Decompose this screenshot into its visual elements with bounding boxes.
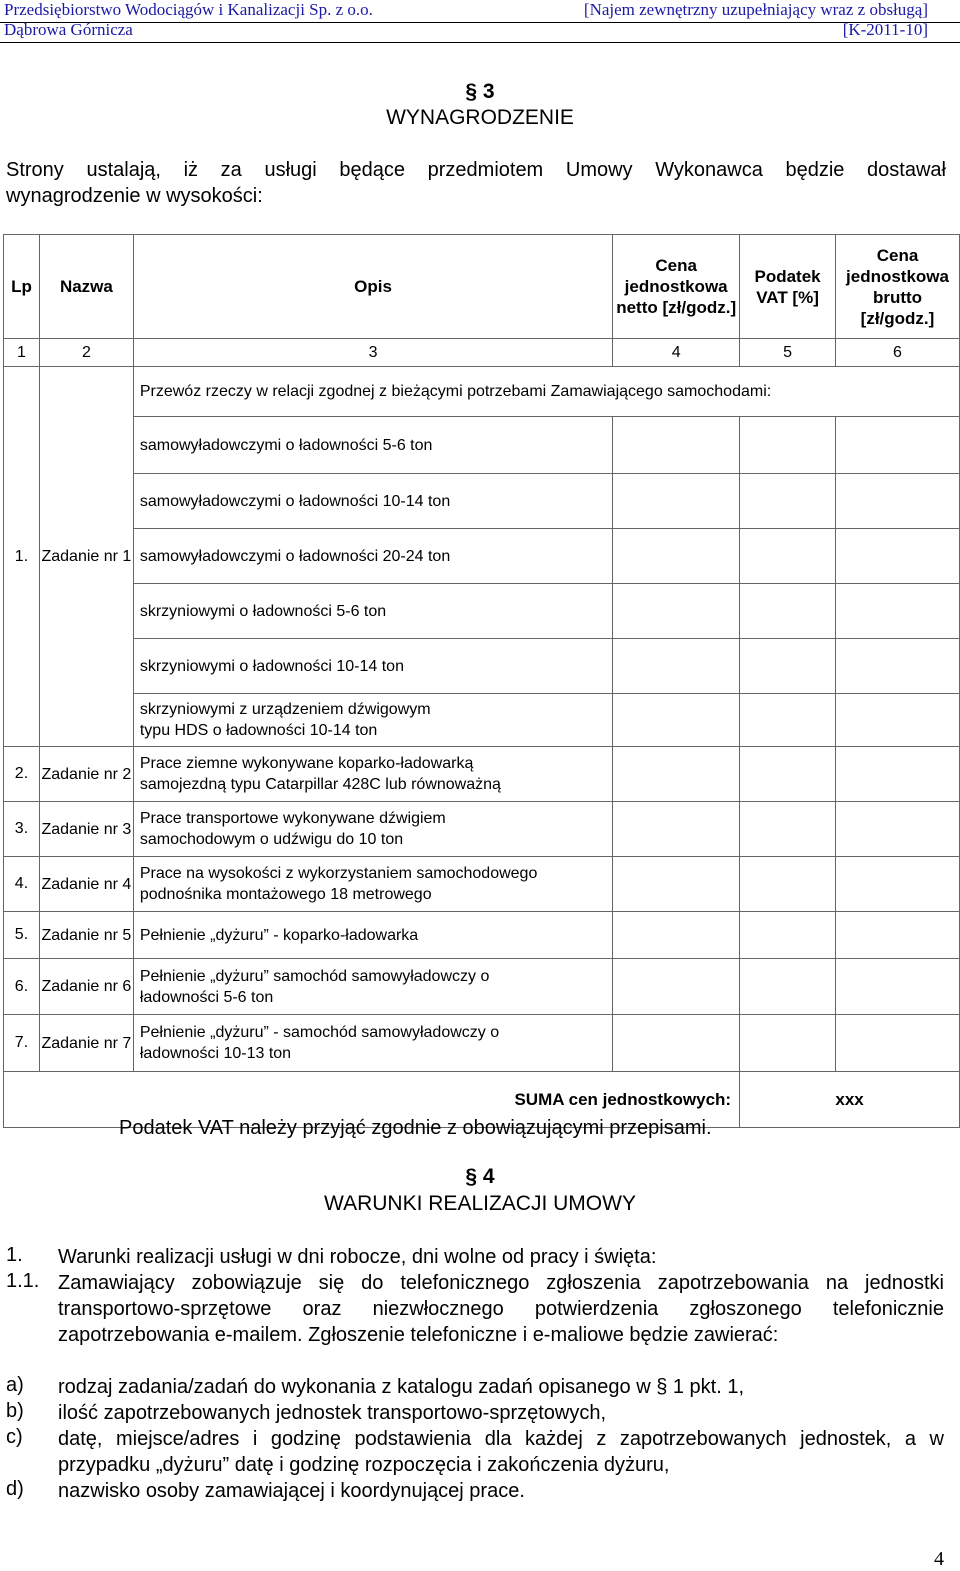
table-row — [4, 802, 960, 857]
row-description: Pełnienie „dyżuru” samochód samowyładowczy o ładowności 5-6 ton — [133, 959, 612, 1015]
row-task-name: Zadanie nr 2 — [39, 747, 133, 802]
section-4-title: WARUNKI REALIZACJI UMOWY — [324, 1192, 636, 1215]
column-number: 4 — [613, 339, 740, 367]
list-label: 1.1. — [6, 1270, 40, 1292]
company-city: Dąbrowa Górnicza — [4, 20, 133, 39]
cell-vat — [740, 474, 836, 529]
table-row — [4, 529, 960, 584]
list-label: d) — [6, 1478, 24, 1500]
table-row — [4, 959, 960, 1015]
vat-note: Podatek VAT należy przyjąć zgodnie z obowiązującymi przepisami. — [119, 1117, 712, 1139]
cell-vat — [740, 639, 836, 694]
row-lp: 3. — [4, 802, 40, 857]
cell-netto — [613, 474, 740, 529]
cell-brutto — [836, 912, 960, 959]
row-description: samowyładowczymi o ładowności 10-14 ton — [133, 474, 612, 529]
row-task-name: Zadanie nr 4 — [39, 857, 133, 912]
row-description: Prace na wysokości z wykorzystaniem samochodowego podnośnika montażowego 18 metrowego — [133, 857, 612, 912]
header-lp: Lp — [4, 235, 40, 339]
column-number: 3 — [133, 339, 612, 367]
cell-vat — [740, 417, 836, 474]
row-description: Prace transportowe wykonywane dźwigiem samochodowym o udźwigu do 10 ton — [133, 802, 612, 857]
section-3-title: WYNAGRODZENIE — [386, 106, 574, 129]
row-description: Pełnienie „dyżuru” - koparko-ładowarka — [133, 912, 612, 959]
suma-label: SUMA cen jednostkowych: — [4, 1072, 740, 1128]
row-lp: 1. — [4, 367, 40, 747]
cell-brutto — [836, 417, 960, 474]
column-number: 5 — [740, 339, 836, 367]
row-task-name: Zadanie nr 5 — [39, 912, 133, 959]
list-text: Warunki realizacji usługi w dni robocze, dni wolne od pracy i święta: — [58, 1246, 657, 1268]
row-lp: 5. — [4, 912, 40, 959]
list-text: ilość zapotrzebowanych jednostek transportowo-sprzętowych, — [58, 1402, 607, 1424]
row-task-name: Zadanie nr 3 — [39, 802, 133, 857]
row-description: skrzyniowymi o ładowności 5-6 ton — [133, 584, 612, 639]
cell-brutto — [836, 584, 960, 639]
row-task-name: Zadanie nr 7 — [39, 1015, 133, 1072]
cell-netto — [613, 747, 740, 802]
header-vat: Podatek VAT [%] — [740, 235, 836, 339]
column-number: 2 — [39, 339, 133, 367]
table-row — [4, 694, 960, 747]
table-row — [4, 857, 960, 912]
cell-vat — [740, 584, 836, 639]
list-text: nazwisko osoby zamawiającej i koordynującej prace. — [58, 1480, 525, 1502]
row-task-name: Zadanie nr 1 — [39, 367, 133, 747]
header-opis: Opis — [133, 235, 612, 339]
table-header-row — [4, 235, 960, 339]
list-label: 1. — [6, 1244, 23, 1266]
tender-mode: [Najem zewnętrzny uzupełniający wraz z obsługą] — [583, 0, 928, 19]
cell-netto — [613, 417, 740, 474]
row-description: samowyładowczymi o ładowności 5-6 ton — [133, 417, 612, 474]
document-header-line2 — [0, 20, 960, 43]
header-nazwa: Nazwa — [39, 235, 133, 339]
list-text: Zamawiający zobowiązuje się do telefonicznego zgłoszenia zapotrzebowania na jednostki transportowo-sprzętowe oraz niezwłocznego potwierdzenia zgłoszonego telefonicznie zapotrzebowania e-mailem. Zgłoszenie telefoniczne i e-maliowe będzie zawierać: — [58, 1272, 944, 1346]
cell-brutto — [836, 474, 960, 529]
column-number-row — [4, 339, 960, 367]
cell-brutto — [836, 857, 960, 912]
intro-line-1: Strony ustalają, iż za usługi będące przedmiotem Umowy Wykonawca będzie dostawał — [6, 159, 946, 181]
list-label: a) — [6, 1374, 24, 1396]
row-description: Pełnienie „dyżuru” - samochód samowyładowczy o ładowności 10-13 ton — [133, 1015, 612, 1072]
header-price-brutto: Cena jednostkowa brutto [zł/godz.] — [836, 235, 960, 339]
row-lp: 7. — [4, 1015, 40, 1072]
group-description: Przewóz rzeczy w relacji zgodnej z bieżącymi potrzebami Zamawiającego samochodami: — [133, 367, 959, 417]
table-row — [4, 584, 960, 639]
cell-brutto — [836, 639, 960, 694]
table-row — [4, 912, 960, 959]
cell-brutto — [836, 802, 960, 857]
cell-netto — [613, 857, 740, 912]
table-row — [4, 417, 960, 474]
row-description: samowyładowczymi o ładowności 20-24 ton — [133, 529, 612, 584]
row-lp: 2. — [4, 747, 40, 802]
cell-brutto — [836, 747, 960, 802]
suma-value: xxx — [740, 1072, 960, 1128]
pricing-table — [3, 234, 960, 1128]
list-text: datę, miejsce/adres i godzinę podstawienia dla każdej z zapotrzebowanych jednostek, a w przypadku „dyżuru” datę i godzinę rozpoczęcia i zakończenia dyżuru, — [58, 1428, 944, 1476]
section-3-intro — [6, 157, 946, 209]
cell-vat — [740, 529, 836, 584]
row-lp: 6. — [4, 959, 40, 1015]
row-description: Prace ziemne wykonywane koparko-ładowarką samojezdną typu Catarpillar 428C lub równoważną — [133, 747, 612, 802]
page-number: 4 — [934, 1548, 944, 1570]
section-3-sign: § 3 — [465, 80, 495, 103]
table-row — [4, 747, 960, 802]
cell-brutto — [836, 959, 960, 1015]
header-price-netto: Cena jednostkowa netto [zł/godz.] — [613, 235, 740, 339]
intro-line-2: wynagrodzenie w wysokości: — [6, 185, 263, 207]
cell-netto — [613, 639, 740, 694]
row-description: skrzyniowymi z urządzeniem dźwigowym typu HDS o ładowności 10-14 ton — [133, 694, 612, 747]
table-row — [4, 367, 960, 417]
cell-netto — [613, 802, 740, 857]
table-row — [4, 639, 960, 694]
row-task-name: Zadanie nr 6 — [39, 959, 133, 1015]
cell-brutto — [836, 694, 960, 747]
list-label: b) — [6, 1400, 24, 1422]
cell-vat — [740, 912, 836, 959]
cell-netto — [613, 584, 740, 639]
company-name: Przedsiębiorstwo Wodociągów i Kanalizacji Sp. z o.o. — [4, 0, 373, 19]
cell-vat — [740, 747, 836, 802]
cell-netto — [613, 529, 740, 584]
cell-netto — [613, 959, 740, 1015]
column-number: 1 — [4, 339, 40, 367]
column-number: 6 — [836, 339, 960, 367]
table-row — [4, 1015, 960, 1072]
list-label: c) — [6, 1426, 23, 1448]
cell-brutto — [836, 1015, 960, 1072]
cell-netto — [613, 1015, 740, 1072]
cell-vat — [740, 959, 836, 1015]
section-4-sign: § 4 — [465, 1165, 495, 1188]
row-description: skrzyniowymi o ładowności 10-14 ton — [133, 639, 612, 694]
list-text: rodzaj zadania/zadań do wykonania z katalogu zadań opisanego w § 1 pkt. 1, — [58, 1376, 745, 1398]
cell-vat — [740, 802, 836, 857]
cell-netto — [613, 912, 740, 959]
document-reference: [K-2011-10] — [842, 20, 928, 39]
cell-vat — [740, 1015, 836, 1072]
row-lp: 4. — [4, 857, 40, 912]
table-row — [4, 474, 960, 529]
cell-netto — [613, 694, 740, 747]
cell-vat — [740, 694, 836, 747]
cell-vat — [740, 857, 836, 912]
cell-brutto — [836, 529, 960, 584]
